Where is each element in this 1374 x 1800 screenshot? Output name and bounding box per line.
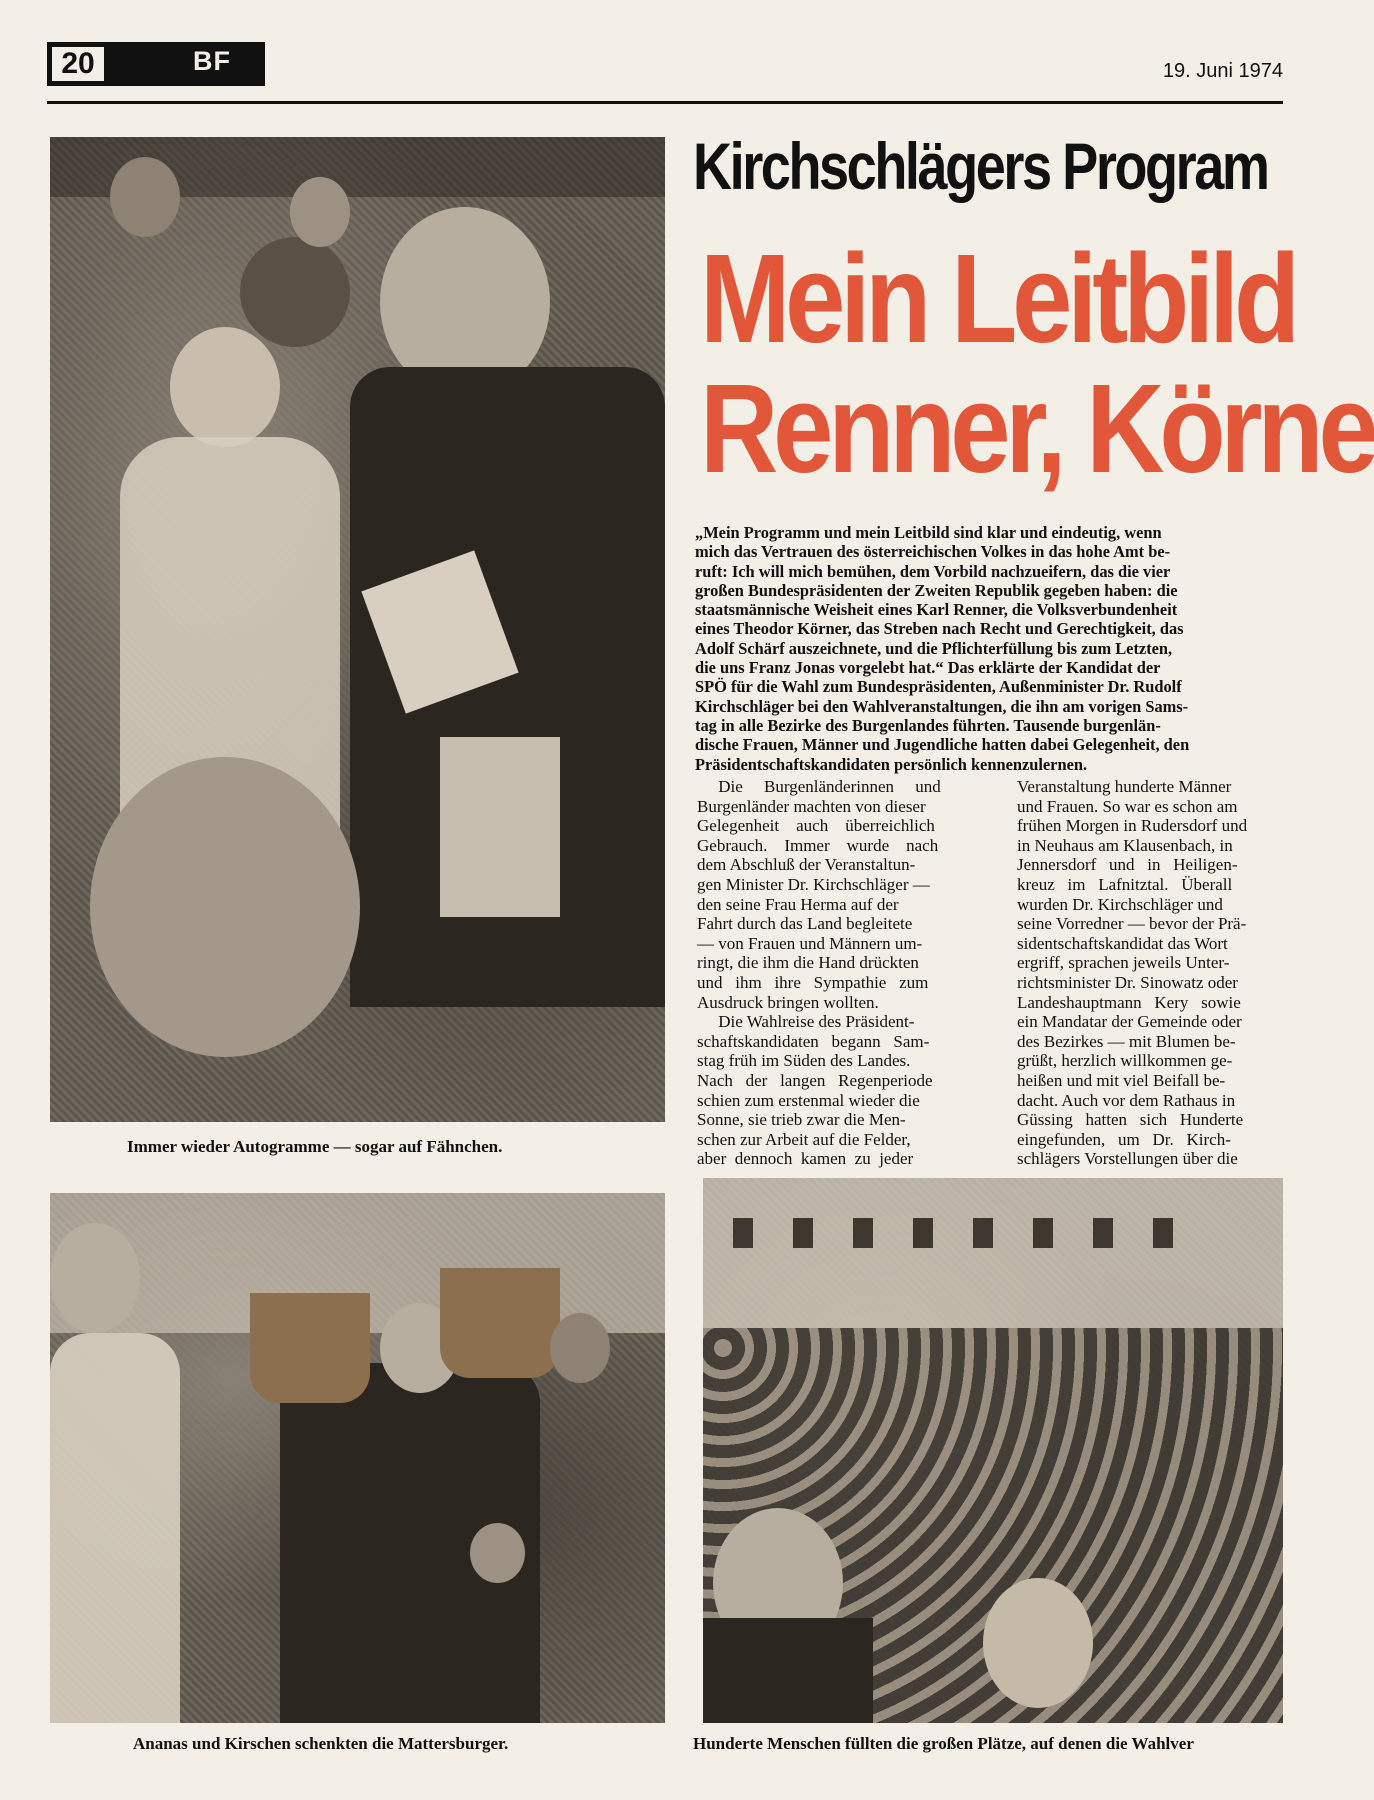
- body-line: Fahrt durch das Land begleitete: [697, 914, 913, 934]
- body-line: in Neuhaus am Klausenbach, in: [1017, 835, 1233, 855]
- caption-autograph: Immer wieder Autogramme — sogar auf Fähnchen.: [127, 1137, 503, 1156]
- lead-line: Kirchschläger bei den Wahlveranstaltungen, die ihn am vorigen Sams-: [695, 696, 1189, 716]
- body-line: aber dennoch kamen zu jeder: [697, 1149, 914, 1169]
- lead-line: die uns Franz Jonas vorgelebt hat.“ Das erklärte der Kandidat der: [695, 658, 1161, 678]
- photo-crowd-square: [703, 1178, 1283, 1723]
- body-line: sidentschaftskandidat das Wort: [1017, 933, 1228, 953]
- body-line: heißen und mit viel Beifall be-: [1017, 1070, 1226, 1090]
- body-column-1: [697, 777, 989, 1169]
- caption-crowd: Hunderte Menschen füllten die großen Plätze, auf denen die Wahlver: [693, 1734, 1194, 1753]
- headline-line-1: Mein Leitbild: [700, 228, 1296, 369]
- body-line: Die Burgenländerinnen und: [697, 777, 941, 796]
- body-line: kreuz im Lafnitztal. Überall: [1017, 874, 1233, 894]
- body-line: Burgenländer machten von dieser: [697, 796, 926, 816]
- body-line: wurden Dr. Kirchschläger und: [1017, 894, 1223, 914]
- body-line: Sonne, sie trieb zwar die Men-: [697, 1110, 906, 1130]
- lead-line: tag in alle Bezirke des Burgenlandes führten. Tausende burgenlän-: [695, 715, 1161, 735]
- body-column-2: [1017, 777, 1313, 1169]
- body-line: dem Abschluß der Veranstaltun-: [697, 855, 916, 875]
- body-line: ringt, die ihm die Hand drückten: [697, 953, 919, 973]
- body-line: — von Frauen und Männern um-: [697, 933, 923, 953]
- photo-fruit-baskets: [50, 1193, 665, 1723]
- body-line: schlägers Vorstellungen über die: [1017, 1149, 1238, 1169]
- body-line: schien zum erstenmal wieder die: [697, 1090, 920, 1110]
- body-line: eingefunden, um Dr. Kirch-: [1017, 1129, 1231, 1149]
- body-line: stag früh im Süden des Landes.: [697, 1051, 911, 1071]
- body-line: Gebrauch. Immer wurde nach: [697, 835, 939, 855]
- article-kicker: Kirchschlägers Program: [693, 129, 1268, 203]
- lead-line: eines Theodor Körner, das Streben nach Recht und Gerechtigkeit, das: [695, 619, 1184, 639]
- body-line: des Bezirkes — mit Blumen be-: [1017, 1031, 1236, 1051]
- body-line: Nach der langen Regenperiode: [697, 1070, 933, 1090]
- body-line: ergriff, sprachen jeweils Unter-: [1017, 953, 1230, 973]
- lead-line: Präsidentschaftskandidaten persönlich kennenzulernen.: [695, 754, 1088, 774]
- page-number: 20: [50, 45, 106, 83]
- body-line: schaftskandidaten begann Sam-: [697, 1031, 930, 1051]
- header-rule: [47, 101, 1283, 104]
- body-line: grüßt, herzlich willkommen ge-: [1017, 1051, 1233, 1071]
- lead-line: großen Bundespräsidenten der Zweiten Republik gegeben haben: die: [695, 580, 1178, 600]
- body-line: Gelegenheit auch überreichlich: [697, 816, 935, 836]
- section-label: BF: [193, 46, 231, 76]
- lead-line: staatsmännische Weisheit eines Karl Renner, die Volksverbundenheit: [695, 600, 1178, 620]
- body-line: Güssing hatten sich Hunderte: [1017, 1110, 1244, 1130]
- body-line: Ausdruck bringen wollten.: [697, 992, 879, 1012]
- body-line: Landeshauptmann Kery sowie: [1017, 992, 1241, 1012]
- lead-line: ruft: Ich will mich bemühen, dem Vorbild nachzueifern, das die vier: [695, 561, 1171, 581]
- lead-paragraph: [695, 523, 1307, 774]
- body-line: frühen Morgen in Rudersdorf und: [1017, 816, 1248, 836]
- body-line: dacht. Auch vor dem Rathaus in: [1017, 1090, 1236, 1110]
- body-line: schen zur Arbeit auf die Felder,: [697, 1129, 911, 1149]
- lead-line: „Mein Programm und mein Leitbild sind klar und eindeutig, wenn: [695, 523, 1162, 542]
- lead-line: mich das Vertrauen des österreichischen Volkes in das hohe Amt be-: [695, 542, 1171, 562]
- issue-date: 19. Juni 1974: [1162, 60, 1283, 82]
- body-line: und Frauen. So war es schon am: [1017, 796, 1238, 816]
- body-line: richtsminister Dr. Sinowatz oder: [1017, 972, 1238, 992]
- photo-autograph-signing: [50, 137, 665, 1122]
- body-line: Veranstaltung hunderte Männer: [1017, 777, 1232, 796]
- body-line: ein Mandatar der Gemeinde oder: [1017, 1012, 1242, 1032]
- body-line: und ihm ihre Sympathie zum: [697, 972, 929, 992]
- caption-baskets: Ananas und Kirschen schenkten die Mattersburger.: [133, 1734, 509, 1753]
- lead-line: SPÖ für die Wahl zum Bundespräsidenten, Außenminister Dr. Rudolf: [695, 677, 1182, 697]
- headline-line-2: Renner, Körne: [700, 358, 1374, 499]
- body-line: seine Vorredner — bevor der Prä-: [1017, 914, 1247, 934]
- body-line: Jennersdorf und in Heiligen-: [1017, 855, 1238, 875]
- lead-line: Adolf Schärf auszeichnete, und die Pflichterfüllung bis zum Letzten,: [695, 638, 1173, 658]
- body-line: den seine Frau Herma auf der: [697, 894, 899, 914]
- lead-line: dische Frauen, Männer und Jugendliche hatten dabei Gelegenheit, den: [695, 735, 1190, 755]
- body-line: Die Wahlreise des Präsident-: [697, 1012, 915, 1032]
- body-line: gen Minister Dr. Kirchschläger —: [697, 874, 930, 894]
